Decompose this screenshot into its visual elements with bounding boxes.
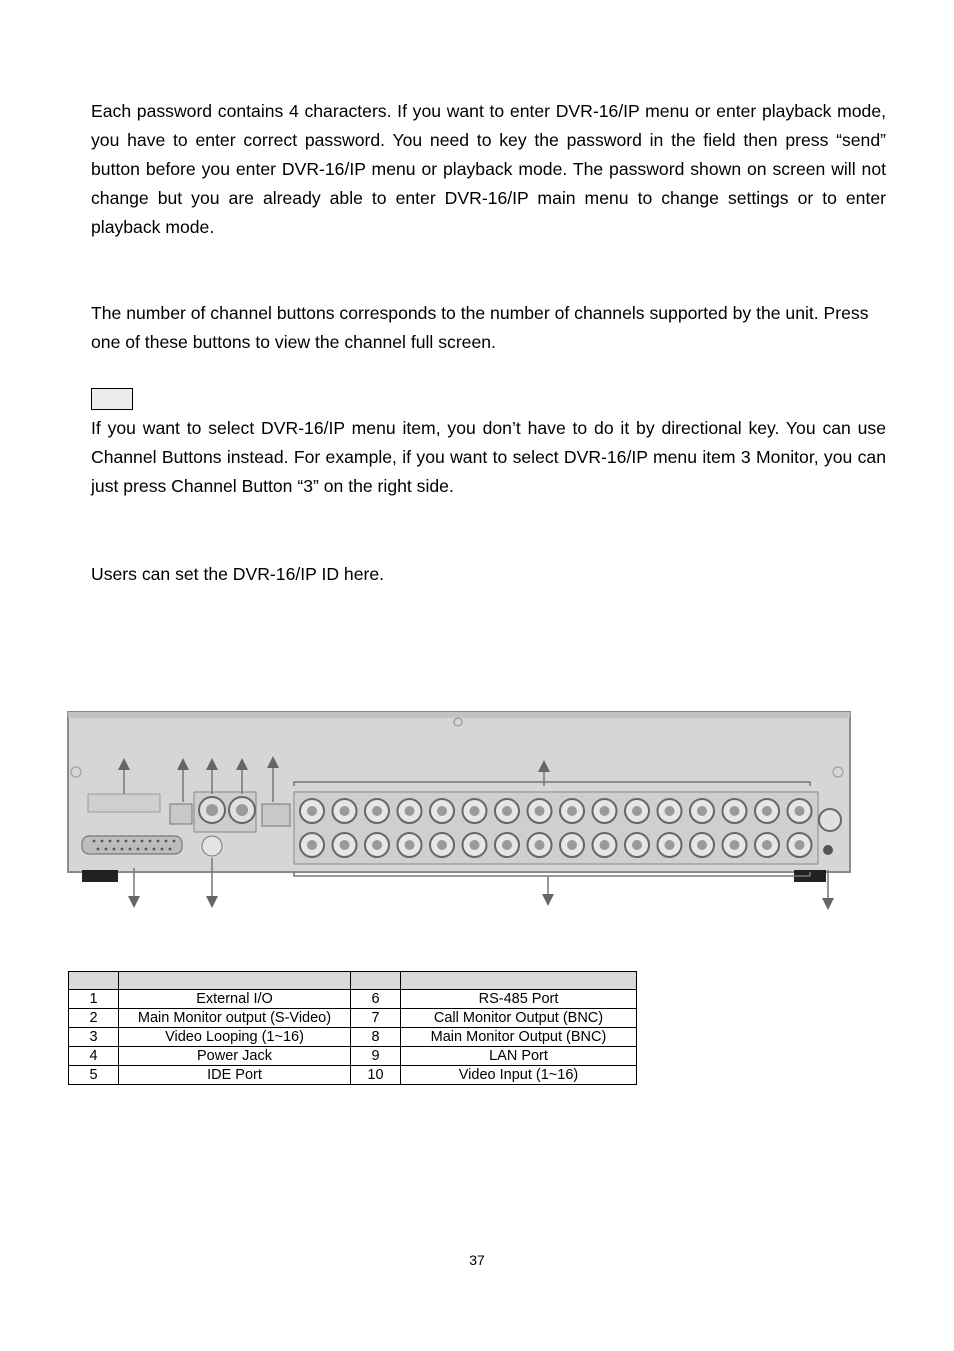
table-cell: 5 [69,1066,119,1085]
power-switch [823,845,833,855]
bnc-pin [470,806,480,816]
table-cell: Video Looping (1~16) [119,1028,351,1047]
bnc-pin [502,840,512,850]
bnc-pin [437,806,447,816]
table-header-row [69,972,637,990]
table-cell: IDE Port [119,1066,351,1085]
bnc-pin [665,806,675,816]
table-cell: Video Input (1~16) [401,1066,637,1085]
dsub-connector [82,836,182,854]
table-row [69,1066,637,1085]
bnc-pin [340,840,350,850]
table-row [69,1028,637,1047]
password-paragraph: Each password contains 4 characters. If you want to enter DVR-16/IP menu or enter playback mode, you have to enter correct password. You need to key the password in the field then press “send” button before you enter DVR-16/IP menu or playback mode. The password shown on screen will not change but you are already able to enter DVR-16/IP main menu to change settings or to enter playback mode. [91,101,886,237]
table-cell: 10 [351,1066,401,1085]
bnc-pin [600,840,610,850]
bnc-pin [600,806,610,816]
bnc-pin [502,806,512,816]
rs485-port [170,804,192,824]
table-cell: 8 [351,1028,401,1047]
table-cell: RS-485 Port [401,990,637,1009]
table-cell: 9 [351,1047,401,1066]
table-cell: 2 [69,1009,119,1028]
table-row [69,1009,637,1028]
table-cell: 1 [69,990,119,1009]
bnc-pin [340,806,350,816]
table-cell: Main Monitor Output (BNC) [401,1028,637,1047]
bnc-pin [535,840,545,850]
table-cell: Main Monitor output (S-Video) [119,1009,351,1028]
header-cell [351,972,401,990]
rear-panel-illustration [66,710,856,910]
bnc-pin [762,806,772,816]
table-cell: Power Jack [119,1047,351,1066]
header-cell [119,972,351,990]
bnc-pin [405,806,415,816]
bnc-pin [372,806,382,816]
bnc-pin [307,806,317,816]
bnc-pin [437,840,447,850]
table-row [69,1047,637,1066]
table-cell: 6 [351,990,401,1009]
bnc-pin [697,806,707,816]
panel-foot-left [82,870,118,882]
bnc-pin [697,840,707,850]
menu-select-paragraph: If you want to select DVR-16/IP menu item, you don’t have to do it by directional key. You can use Channel Buttons instead. For example, if you want to select DVR-16/IP menu item 3 Monitor, you can just press Channel Button “3” on the right side. [91,418,886,496]
table-cell: External I/O [119,990,351,1009]
bnc-pin [795,806,805,816]
bnc-pin [730,806,740,816]
page-number: 37 [469,1252,485,1268]
table-cell: 4 [69,1047,119,1066]
bnc-pin [567,840,577,850]
table-cell: Call Monitor Output (BNC) [401,1009,637,1028]
bnc-pin [470,840,480,850]
svideo-port [202,836,222,856]
table-row [69,990,637,1009]
bnc-pin [405,840,415,850]
header-cell [401,972,637,990]
dvr-id-paragraph: Users can set the DVR-16/IP ID here. [91,564,385,584]
bnc-pin [730,840,740,850]
bnc-pin [372,840,382,850]
bnc-pin [632,806,642,816]
lan-port [262,804,290,826]
table-cell: LAN Port [401,1047,637,1066]
channel-buttons-paragraph: The number of channel buttons corresponds to the number of channels supported by the unit. Press one of these buttons to view the channel full screen. [91,303,869,352]
external-io-label-area [88,794,160,812]
bnc-pin [762,840,772,850]
power-connector [819,809,841,831]
bnc-pin [567,806,577,816]
bnc-pin [665,840,675,850]
bnc-pin [535,806,545,816]
key-label-box [91,388,133,410]
table-cell: 3 [69,1028,119,1047]
header-cell [69,972,119,990]
bnc-pin [632,840,642,850]
table-cell: 7 [351,1009,401,1028]
spec-table [68,971,637,1085]
bnc-pin [307,840,317,850]
bnc-pin [795,840,805,850]
